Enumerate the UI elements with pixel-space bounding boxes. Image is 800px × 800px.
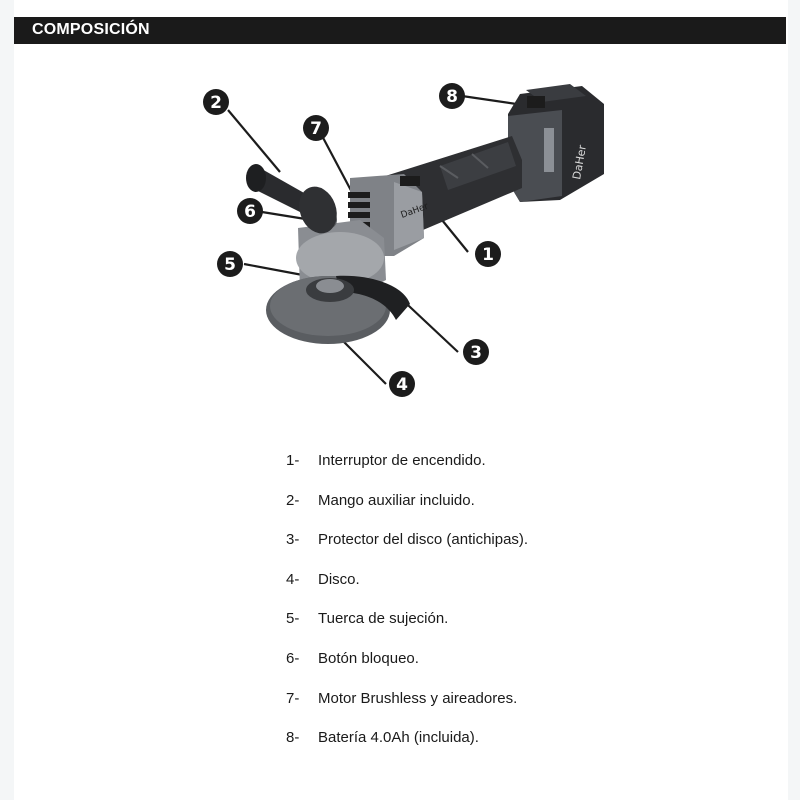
list-item [286, 729, 528, 769]
battery-pack-shape [508, 84, 604, 202]
list-item [286, 571, 528, 611]
part-number: 5- [286, 610, 300, 628]
part-number: 2- [286, 491, 300, 509]
part-number: 1- [286, 452, 300, 469]
section-header [14, 17, 786, 44]
callout-3 [463, 339, 489, 365]
leader-line-2 [228, 110, 280, 172]
part-description: Tuerca de sujeción. [318, 610, 449, 628]
svg-text:6: 6 [244, 202, 256, 222]
callout-4 [389, 371, 415, 397]
part-number: 6- [286, 649, 300, 667]
parts-list [286, 452, 528, 769]
part-number: 8- [286, 729, 300, 747]
svg-text:8: 8 [446, 87, 458, 107]
callout-6 [237, 198, 263, 224]
leader-line-7 [320, 132, 355, 198]
callout-2 [203, 89, 229, 115]
svg-text:1: 1 [482, 245, 494, 265]
part-number: 4- [286, 570, 300, 588]
svg-text:3: 3 [470, 343, 482, 363]
part-description: Motor Brushless y aireadores. [318, 689, 518, 707]
list-item [286, 492, 528, 532]
callout-8 [439, 83, 465, 109]
list-item [286, 690, 528, 730]
part-number: 7- [286, 689, 300, 707]
angle-grinder-illustration [190, 70, 630, 410]
svg-text:DaHer: DaHer [570, 144, 589, 181]
callout-7 [303, 115, 329, 141]
part-description: Disco. [318, 570, 360, 588]
callout-5 [217, 251, 243, 277]
part-number: 3- [286, 531, 300, 549]
part-description: Botón bloqueo. [318, 649, 419, 667]
svg-text:5: 5 [224, 255, 236, 275]
svg-text:DaHer: DaHer [399, 201, 430, 221]
part-description: Mango auxiliar incluido. [318, 491, 475, 509]
part-description: Interruptor de encendido. [318, 452, 486, 469]
svg-text:4: 4 [396, 375, 408, 395]
list-item [286, 452, 528, 492]
side-handle-shape [246, 164, 343, 239]
part-description: Protector del disco (antichipas). [318, 531, 529, 549]
svg-text:7: 7 [310, 119, 322, 139]
disc-and-guard-shape [266, 276, 410, 344]
svg-text:2: 2 [210, 93, 222, 113]
callout-1 [475, 241, 501, 267]
list-item [286, 650, 528, 690]
section-title: COMPOSICIÓN [32, 21, 150, 38]
part-description: Batería 4.0Ah (incluida). [318, 729, 479, 747]
list-item [286, 610, 528, 650]
list-item [286, 531, 528, 571]
